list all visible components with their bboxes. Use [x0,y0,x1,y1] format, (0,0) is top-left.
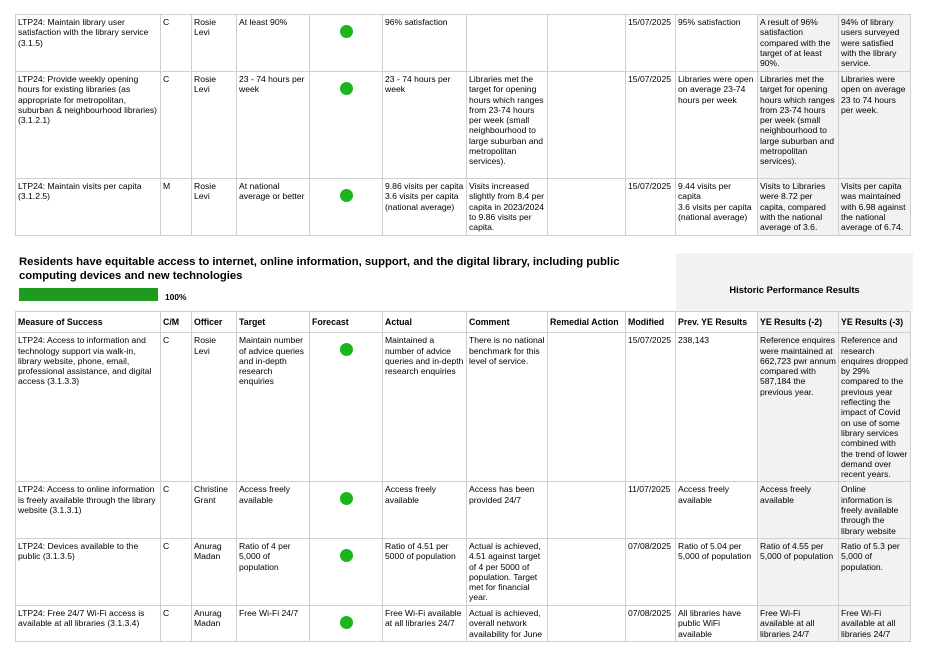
forecast-cell [310,605,383,641]
column-header-measure: Measure of Success [16,312,161,333]
target-cell: At national average or better [237,179,310,236]
modified-cell: 07/08/2025 [626,605,676,641]
forecast-cell [310,538,383,605]
forecast-cell [310,333,383,482]
ye2-cell: Ratio of 4.55 per 5,000 of population [758,538,839,605]
prev-ye-cell: 238,143 [676,333,758,482]
actual-cell: Access freely available [383,482,467,538]
actual-cell: Free Wi-Fi available at all libraries 24/7 [383,605,467,641]
ye3-cell: Libraries were open on average 23 to 74 hours per week. [839,72,911,179]
comment-cell: Actual is achieved, overall network availability for June [467,605,548,641]
ye3-cell: 94% of library users surveyed were satisfied with the library service. [839,15,911,72]
remedial-cell [548,605,626,641]
measure-cell: LTP24: Maintain visits per capita (3.1.2.5) [16,179,161,236]
ye2-cell: Access freely available [758,482,839,538]
column-header-forecast: Forecast [310,312,383,333]
cm-cell: C [161,482,192,538]
ye3-cell: Ratio of 5.3 per 5,000 of population. [839,538,911,605]
comment-cell: There is no national benchmark for this level of service. [467,333,548,482]
target-cell: Free Wi-Fi 24/7 [237,605,310,641]
column-header-cm: C/M [161,312,192,333]
comment-cell: Libraries met the target for opening hours which ranges from 23-74 hours per week (small neighbourhood to large suburban and metropolitan services). [467,72,548,179]
remedial-cell [548,333,626,482]
column-header-modified: Modified [626,312,676,333]
actual-cell: 23 - 74 hours per week [383,72,467,179]
prev-ye-cell: Libraries were open on average 23-74 hours per week [676,72,758,179]
table-row [16,538,911,605]
column-header-ye3: YE Results (-3) [839,312,911,333]
historic-results-header [676,253,913,311]
status-dot-icon [340,549,353,562]
cm-cell: C [161,15,192,72]
column-header-ye2: YE Results (-2) [758,312,839,333]
status-dot-icon [340,189,353,202]
cm-cell: C [161,333,192,482]
section-progress-bar [19,288,158,301]
cm-cell: M [161,179,192,236]
column-header-remedial: Remedial Action [548,312,626,333]
ye3-cell: Online information is freely available through the library website [839,482,911,538]
column-header-comment: Comment [467,312,548,333]
table-row [16,179,911,236]
column-header-target: Target [237,312,310,333]
ye3-cell: Reference and research enquires dropped by 29% compared to the previous year reflecting the impact of Covid on use of some library services combined with the trend of lower demand over recent years. [839,333,911,482]
measure-cell: LTP24: Free 24/7 Wi-Fi access is available at all libraries (3.1.3.4) [16,605,161,641]
status-dot-icon [340,343,353,356]
officer-cell: Rosie Levi [192,333,237,482]
table-row [16,72,911,179]
comment-cell [467,15,548,72]
measures-table-previous [15,14,911,236]
modified-cell: 15/07/2025 [626,72,676,179]
target-cell: Ratio of 4 per 5,000 of population [237,538,310,605]
target-cell: 23 - 74 hours per week [237,72,310,179]
forecast-cell [310,15,383,72]
section-progress-label: 100% [165,292,187,302]
comment-cell: Visits increased slightly from 8.4 per capita in 2023/2024 to 9.86 visits per capita. [467,179,548,236]
status-dot-icon [340,82,353,95]
modified-cell: 15/07/2025 [626,179,676,236]
measure-cell: LTP24: Provide weekly opening hours for existing libraries (as appropriate for metropolitan, suburban & neighbourhood libraries) (3.1.2.1) [16,72,161,179]
modified-cell: 11/07/2025 [626,482,676,538]
ye2-cell: Free Wi-Fi available at all libraries 24/7 [758,605,839,641]
prev-ye-cell: Access freely available [676,482,758,538]
ye3-cell: Visits per capita was maintained with 6.98 against the national average of 6.74. [839,179,911,236]
actual-cell: Ratio of 4.51 per 5000 of population [383,538,467,605]
measure-cell: LTP24: Devices available to the public (3.1.3.5) [16,538,161,605]
officer-cell: Rosie Levi [192,179,237,236]
cm-cell: C [161,72,192,179]
column-header-prev-ye: Prev. YE Results [676,312,758,333]
status-dot-icon [340,616,353,629]
column-header-actual: Actual [383,312,467,333]
ye2-cell: Visits to Libraries were 8.72 per capita, compared with the national average of 3.6. [758,179,839,236]
table-row [16,605,911,641]
actual-cell: 9.86 visits per capita 3.6 visits per capita (national average) [383,179,467,236]
officer-cell: Anurag Madan [192,538,237,605]
comment-cell: Access has been provided 24/7 [467,482,548,538]
officer-cell: Christine Grant [192,482,237,538]
modified-cell: 15/07/2025 [626,15,676,72]
status-dot-icon [340,492,353,505]
target-cell: Access freely available [237,482,310,538]
ye2-cell: A result of 96% satisfaction compared with the target of at least 90%. [758,15,839,72]
prev-ye-cell: 95% satisfaction [676,15,758,72]
prev-ye-cell: Ratio of 5.04 per 5,000 of population [676,538,758,605]
officer-cell: Rosie Levi [192,15,237,72]
measure-cell: LTP24: Access to information and technology support via walk-in, library website, phone, email, professional assistance, and digital access (3.1.3.3) [16,333,161,482]
target-cell: Maintain number of advice queries and in-depth research enquiries [237,333,310,482]
remedial-cell [548,15,626,72]
measures-table-digital-access [15,311,911,642]
column-header-officer: Officer [192,312,237,333]
remedial-cell [548,538,626,605]
officer-cell: Anurag Madan [192,605,237,641]
remedial-cell [548,72,626,179]
section-progress-fill [19,288,158,301]
actual-cell: 96% satisfaction [383,15,467,72]
modified-cell: 15/07/2025 [626,333,676,482]
section-title: Residents have equitable access to internet, online information, support, and the digital library, including public computing devices and new technologies [19,256,620,282]
prev-ye-cell: All libraries have public WiFi available [676,605,758,641]
target-cell: At least 90% [237,15,310,72]
cm-cell: C [161,538,192,605]
table-row [16,333,911,482]
comment-cell: Actual is achieved, 4.51 against target of 4 per 5000 of population. Target met for financial year. [467,538,548,605]
officer-cell: Rosie Levi [192,72,237,179]
status-dot-icon [340,25,353,38]
ye2-cell: Libraries met the target for opening hours which ranges from 23-74 hours per week (small neighbourhood to large suburban and metropolitan services). [758,72,839,179]
table-row [16,482,911,538]
remedial-cell [548,179,626,236]
ye2-cell: Reference enquires were maintained at 662,723 pwr annum compared with 587,184 the previous year. [758,333,839,482]
measure-cell: LTP24: Access to online information is freely available through the library website (3.1.3.1) [16,482,161,538]
actual-cell: Maintained a number of advice queries and in-depth research enquiries [383,333,467,482]
table-row [16,15,911,72]
ye3-cell: Free Wi-Fi available at all libraries 24/7 [839,605,911,641]
table-header-row [16,312,911,333]
cm-cell: C [161,605,192,641]
prev-ye-cell: 9.44 visits per capita 3.6 visits per capita (national average) [676,179,758,236]
modified-cell: 07/08/2025 [626,538,676,605]
historic-results-title: Historic Performance Results [729,285,860,295]
forecast-cell [310,179,383,236]
remedial-cell [548,482,626,538]
forecast-cell [310,72,383,179]
forecast-cell [310,482,383,538]
measure-cell: LTP24: Maintain library user satisfaction with the library service (3.1.5) [16,15,161,72]
